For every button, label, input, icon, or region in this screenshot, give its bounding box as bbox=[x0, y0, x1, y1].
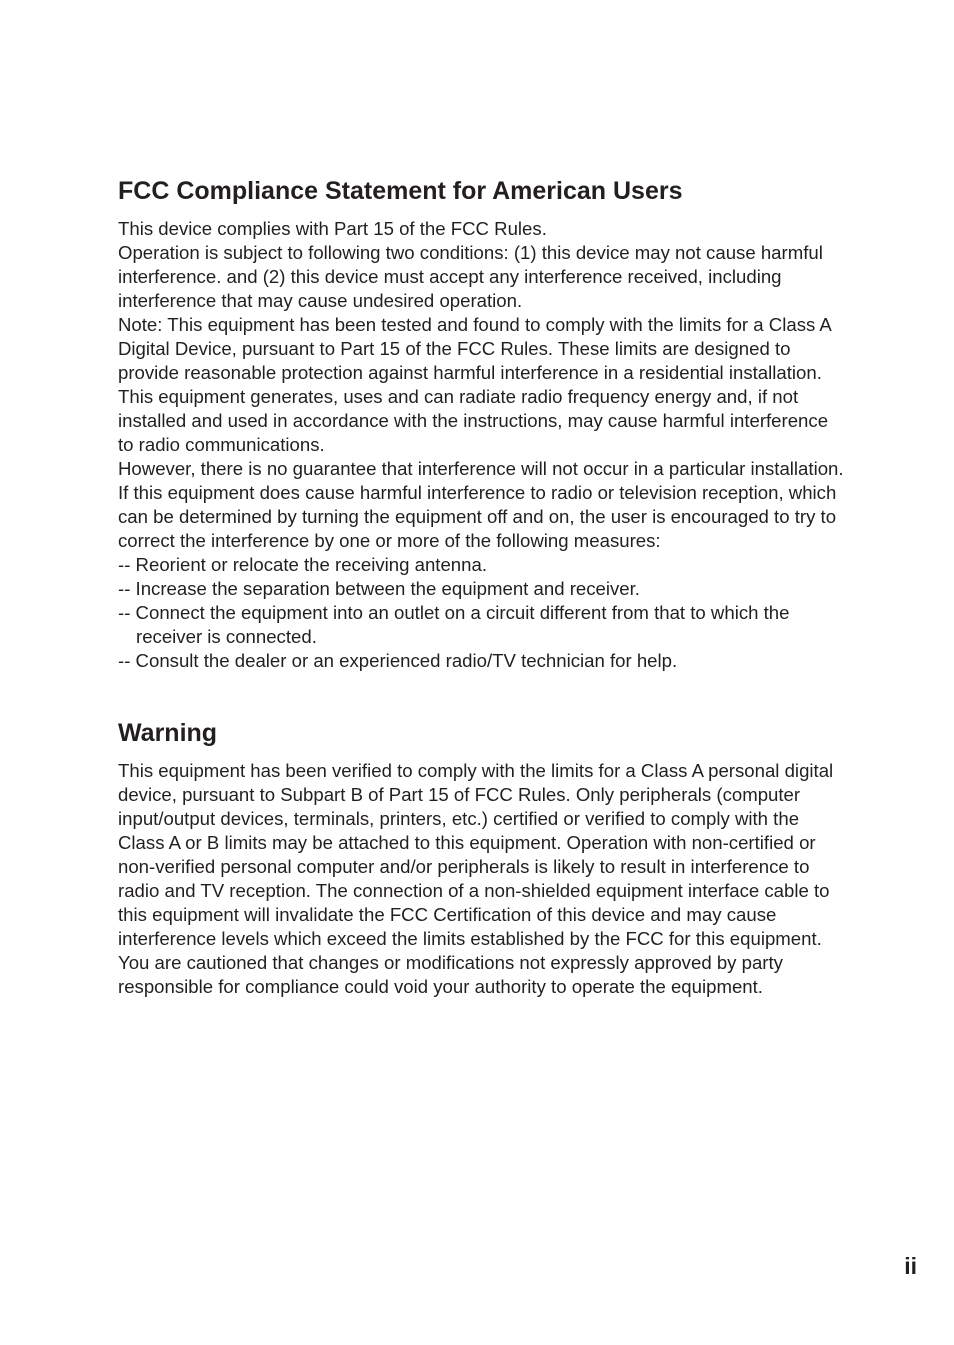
measure-list-item: -- Connect the equipment into an outlet on a circuit different from that to which the bbox=[118, 602, 790, 623]
fcc-body-line: can be determined by turning the equipment off and on, the user is encouraged to try to bbox=[118, 506, 837, 527]
warning-section-body bbox=[118, 759, 878, 999]
warning-body-line: Class A or B limits may be attached to this equipment. Operation with non-certified or bbox=[118, 832, 816, 853]
page-number: ii bbox=[904, 1253, 917, 1279]
fcc-section-title: FCC Compliance Statement for American Users bbox=[118, 177, 683, 205]
fcc-body-line: installed and used in accordance with the instructions, may cause harmful interference bbox=[118, 410, 829, 431]
fcc-body-line: Note: This equipment has been tested and found to comply with the limits for a Class A bbox=[118, 314, 832, 335]
fcc-body-line: correct the interference by one or more of the following measures: bbox=[118, 530, 661, 551]
fcc-body-line: This device complies with Part 15 of the FCC Rules. bbox=[118, 218, 547, 239]
fcc-section-body bbox=[118, 217, 878, 673]
fcc-body-line: This equipment generates, uses and can radiate radio frequency energy and, if not bbox=[118, 386, 799, 407]
warning-body-line: radio and TV reception. The connection of a non-shielded equipment interface cable to bbox=[118, 880, 830, 901]
fcc-body-line: If this equipment does cause harmful interference to radio or television reception, which bbox=[118, 482, 837, 503]
measure-list-item: -- Increase the separation between the equipment and receiver. bbox=[118, 578, 640, 599]
measure-list-item: -- Consult the dealer or an experienced radio/TV technician for help. bbox=[118, 650, 678, 671]
fcc-body-line: interference. and (2) this device must accept any interference received, including bbox=[118, 266, 782, 287]
warning-body-line: You are cautioned that changes or modifications not expressly approved by party bbox=[118, 952, 783, 973]
measure-list-item: -- Reorient or relocate the receiving antenna. bbox=[118, 554, 487, 575]
warning-body-line: responsible for compliance could void your authority to operate the equipment. bbox=[118, 976, 763, 997]
warning-body-line: interference levels which exceed the limits established by the FCC for this equipment. bbox=[118, 928, 822, 949]
warning-section-title: Warning bbox=[118, 719, 218, 747]
warning-body-line: input/output devices, terminals, printers, etc.) certified or verified to comply with the bbox=[118, 808, 800, 829]
fcc-body-line: to radio communications. bbox=[118, 434, 325, 455]
warning-body-line: this equipment will invalidate the FCC Certification of this device and may cause bbox=[118, 904, 777, 925]
fcc-body-line: provide reasonable protection against harmful interference in a residential installation. bbox=[118, 362, 822, 383]
warning-body-line: non-verified personal computer and/or peripherals is likely to result in interference to bbox=[118, 856, 810, 877]
warning-body-line: device, pursuant to Subpart B of Part 15 of FCC Rules. Only peripherals (computer bbox=[118, 784, 801, 805]
measure-list-item-continuation: receiver is connected. bbox=[136, 626, 317, 647]
fcc-body-line: Digital Device, pursuant to Part 15 of the FCC Rules. These limits are designed to bbox=[118, 338, 791, 359]
fcc-body-line: Operation is subject to following two conditions: (1) this device may not cause harmful bbox=[118, 242, 823, 263]
fcc-body-line: interference that may cause undesired operation. bbox=[118, 290, 523, 311]
warning-body-line: This equipment has been verified to comply with the limits for a Class A personal digital bbox=[118, 760, 834, 781]
fcc-body-line: However, there is no guarantee that interference will not occur in a particular installation. bbox=[118, 458, 844, 479]
